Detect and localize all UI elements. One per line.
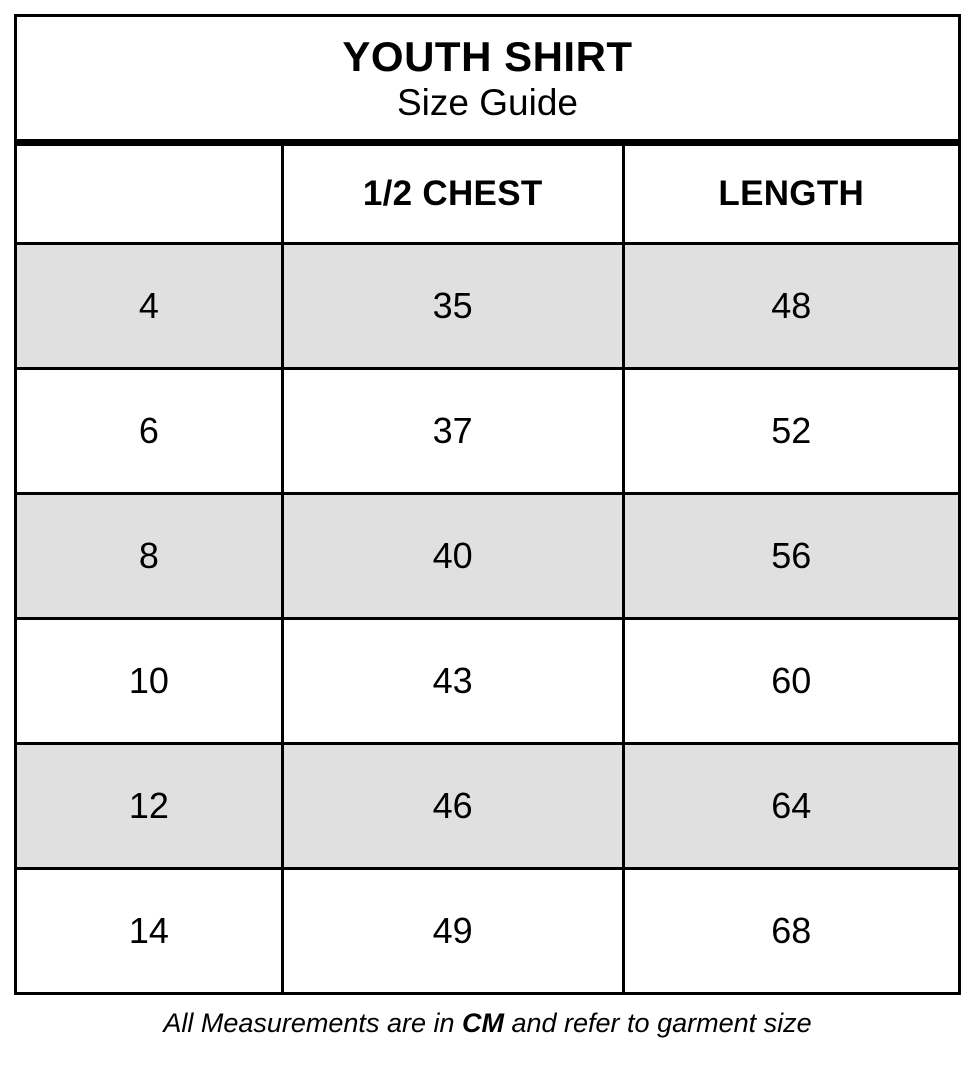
column-header-size [17,146,282,244]
measurement-note [14,1007,961,1039]
size-guide-card [14,14,961,995]
cell-length: 68 [623,868,958,992]
table-row [17,618,958,743]
cell-length: 48 [623,243,958,368]
cell-length: 60 [623,618,958,743]
page-title: YOUTH SHIRT [342,33,633,80]
note-unit: CM [461,1007,504,1038]
cell-size: 6 [17,368,282,493]
column-header-length: LENGTH [623,146,958,244]
cell-chest: 35 [282,243,623,368]
cell-size: 14 [17,868,282,992]
cell-chest: 37 [282,368,623,493]
cell-size: 10 [17,618,282,743]
cell-length: 64 [623,743,958,868]
size-table [17,146,958,992]
table-header [17,146,958,244]
note-prefix: All Measurements are in [163,1007,462,1038]
title-block [17,17,958,146]
table-row [17,868,958,992]
cell-length: 56 [623,493,958,618]
table-row [17,743,958,868]
cell-size: 4 [17,243,282,368]
cell-size: 8 [17,493,282,618]
note-suffix: and refer to garment size [503,1007,812,1038]
cell-chest: 46 [282,743,623,868]
cell-chest: 43 [282,618,623,743]
table-body [17,243,958,992]
table-row [17,368,958,493]
table-row [17,243,958,368]
cell-chest: 49 [282,868,623,992]
cell-size: 12 [17,743,282,868]
cell-chest: 40 [282,493,623,618]
cell-length: 52 [623,368,958,493]
table-header-row [17,146,958,244]
column-header-chest: 1/2 CHEST [282,146,623,244]
table-row [17,493,958,618]
page-subtitle: Size Guide [397,82,578,124]
